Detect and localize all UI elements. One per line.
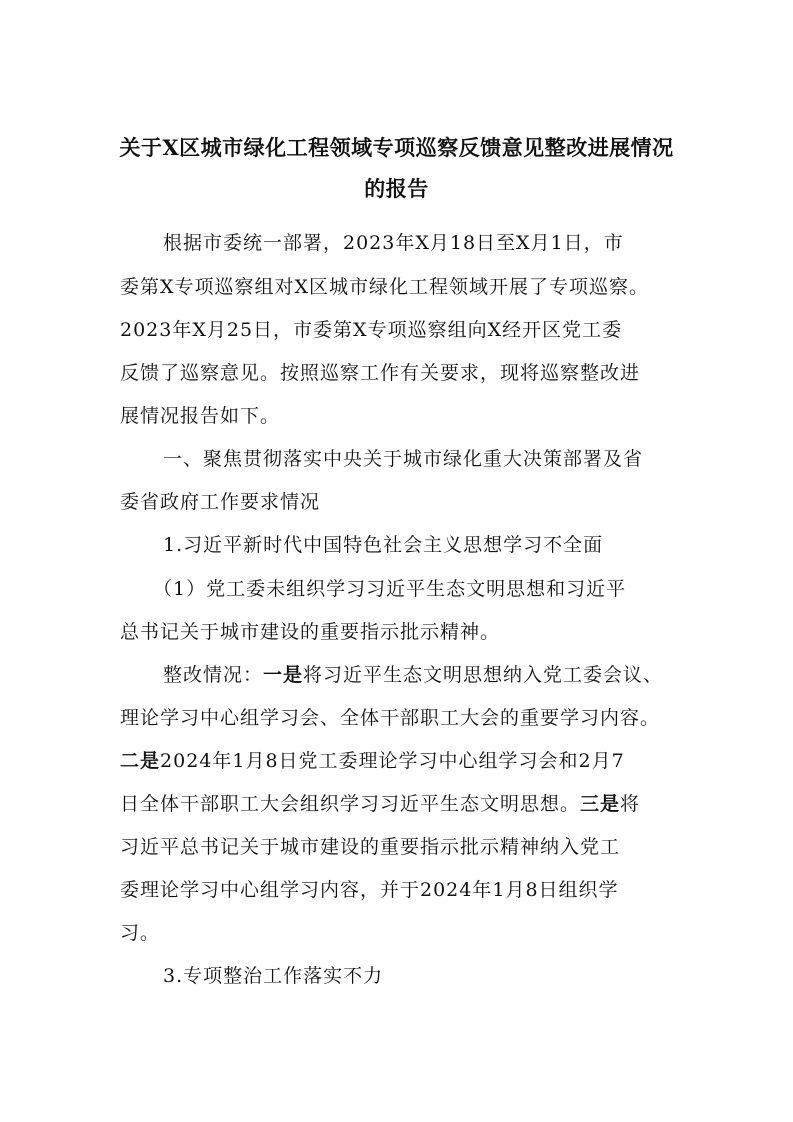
section-heading-line: 一、聚焦贯彻落实中央关于城市绿化重大决策部署及省 bbox=[163, 448, 644, 470]
rectification-line bbox=[120, 752, 625, 771]
rectification-text: 将习近平生态文明思想纳入党工委会议、 bbox=[303, 664, 664, 686]
body-line: 2023年X月25日，市委第X专项巡察组向X经开区党工委 bbox=[120, 319, 623, 341]
first-point-marker: 一是 bbox=[263, 664, 304, 686]
rectification-line bbox=[120, 795, 640, 814]
issue-line: 总书记关于城市建设的重要指示批示精神。 bbox=[120, 621, 501, 643]
rectification-line: 习近平总书记关于城市建设的重要指示批示精神纳入党工 bbox=[120, 836, 621, 858]
rectification-line: 习。 bbox=[120, 922, 161, 944]
body-line: 反馈了巡察意见。按照巡察工作有关要求，现将巡察整改进 bbox=[120, 362, 641, 384]
rectification-line bbox=[163, 666, 663, 685]
subsection-heading: 3.专项整治工作落实不力 bbox=[163, 965, 384, 987]
rectification-text: 2024年1月8日党工委理论学习中心组学习会和2月7 bbox=[160, 750, 625, 772]
subsection-heading: 1.习近平新时代中国特色社会主义思想学习不全面 bbox=[163, 534, 604, 556]
rectification-line: 理论学习中心组学习会、全体干部职工大会的重要学习内容。 bbox=[120, 707, 661, 729]
document-title-line-1: 关于X区城市绿化工程领域专项巡察反馈意见整改进展情况 bbox=[119, 135, 674, 160]
rectification-label: 整改情况： bbox=[163, 664, 264, 686]
second-point-marker: 二是 bbox=[120, 750, 161, 772]
third-point-marker: 三是 bbox=[580, 793, 621, 815]
rectification-line: 委理论学习中心组学习内容，并于2024年1月8日组织学 bbox=[120, 879, 619, 901]
rectification-text: 将 bbox=[620, 793, 641, 815]
body-line: 委第X专项巡察组对X区城市绿化工程领域开展了专项巡察。 bbox=[120, 276, 650, 298]
body-line: 展情况报告如下。 bbox=[120, 405, 281, 427]
rectification-text: 日全体干部职工大会组织学习习近平生态文明思想。 bbox=[120, 793, 581, 815]
section-heading-line: 委省政府工作要求情况 bbox=[120, 491, 321, 513]
body-line: 根据市委统一部署，2023年X月18日至X月1日，市 bbox=[163, 232, 624, 254]
issue-line: （1）党工委未组织学习习近平生态文明思想和习近平 bbox=[153, 578, 627, 600]
document-title-line-2: 的报告 bbox=[364, 176, 429, 201]
